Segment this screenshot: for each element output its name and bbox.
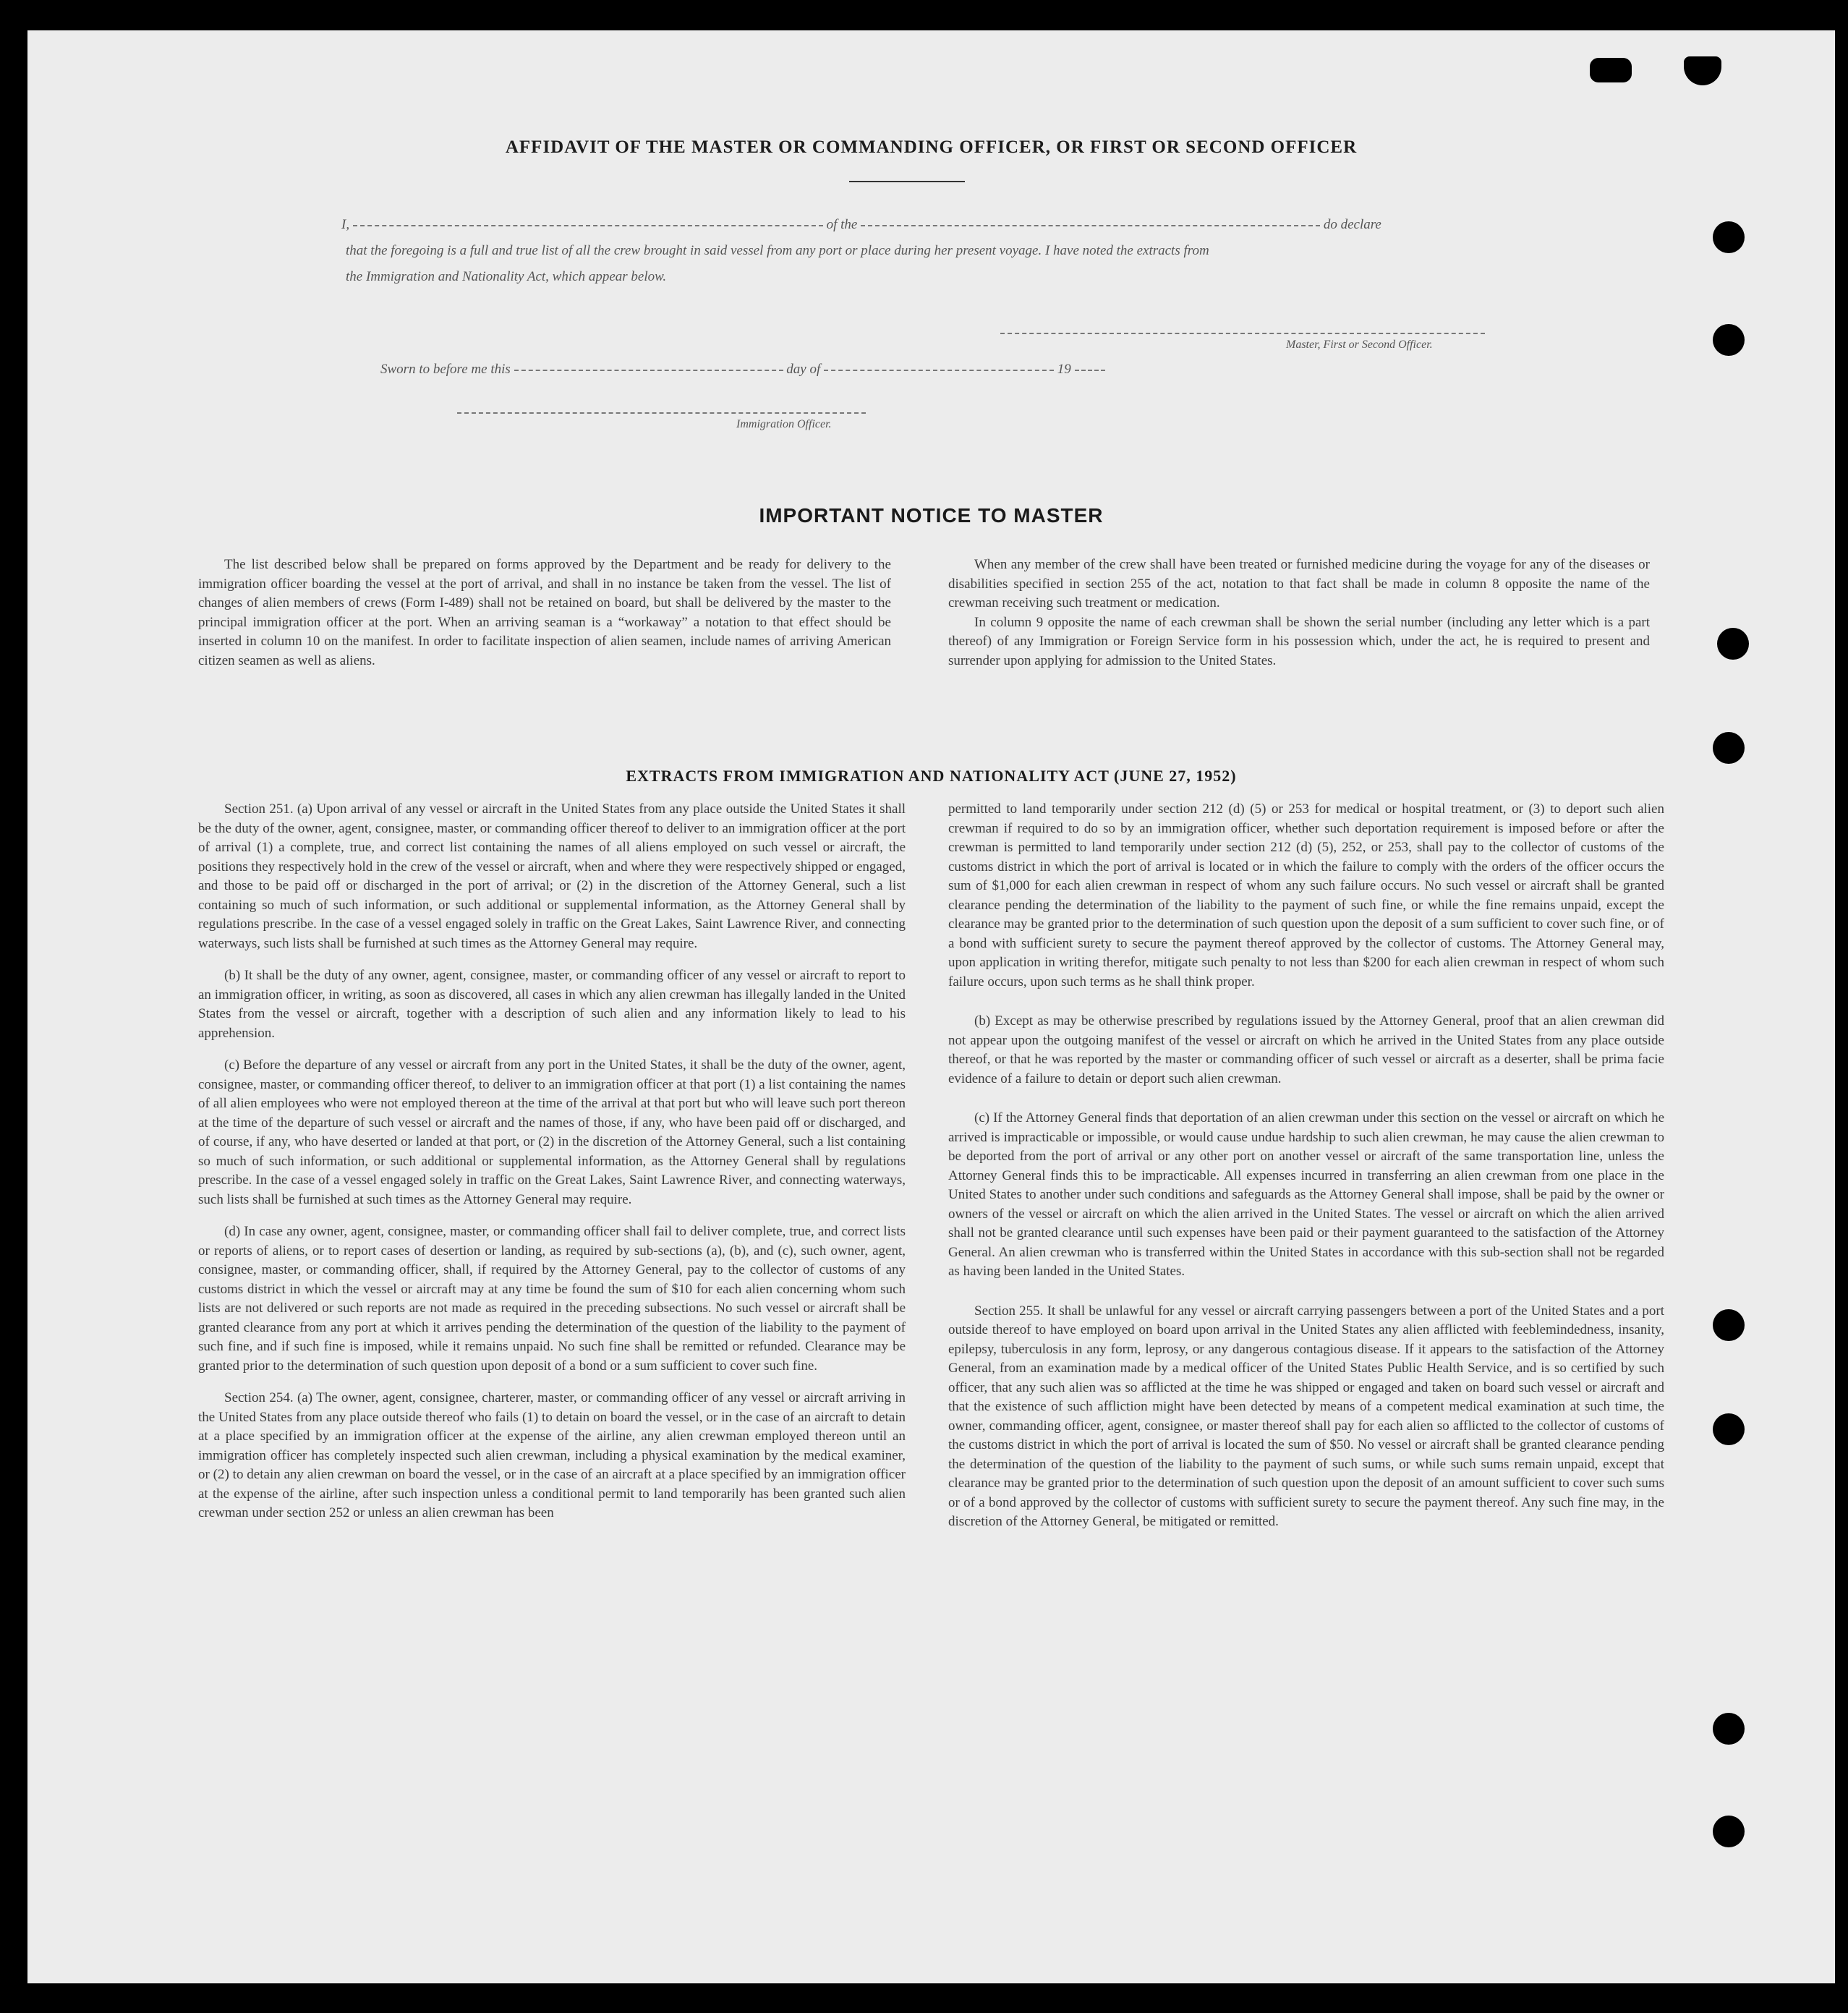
year-text: 19 — [1057, 362, 1071, 377]
sworn-text: Sworn to before me this — [380, 362, 511, 377]
notice-right-column — [948, 556, 1650, 671]
extracts-right-column — [948, 800, 1664, 1532]
document-page — [27, 30, 1835, 1983]
sworn-line — [380, 362, 1105, 378]
section-251d: (d) In case any owner, agent, consignee, master, or commanding officer shall fail to deliver complete, true, and correct lists or reports of aliens, or to report cases of desertion or landing, as required by sub-sections (a), (b), and (c), such owner, agent, consignee, master, or commanding officer, shall, if required by the Attorney General, pay to the collector of customs of any customs district in which the vessel or aircraft may at any time be found the sum of $10 for each alien concerning whom such lists are not delivered or such reports are not made as required in the preceding subsections. No such vessel or aircraft shall be granted clearance from any port at which it arrives pending the determination of the question of the liability to the payment of such fine, and if such fine is imposed, while it remains unpaid. No such fine shall be remitted or refunded. Clearance may be granted prior to the determination of such question upon deposit of a bond or a sum sufficient to cover such fine. — [198, 1224, 906, 1374]
day-of-text: day of — [786, 362, 821, 377]
punch-hole — [1713, 1713, 1745, 1745]
notice-right-paragraph-1: When any member of the crew shall have been treated or furnished medicine during the voyage for any of the diseases or disabilities specified in section 255 of the act, notation to that fact shall be made in column 8 opposite the name of the crewman receiving such treatment or medication. — [948, 557, 1650, 610]
immigration-officer-label: Immigration Officer. — [736, 418, 832, 430]
punch-hole — [1713, 324, 1745, 356]
extracts-left-column — [198, 800, 906, 1523]
affidavit-line-3: the Immigration and Nationality Act, which appear below. — [346, 269, 667, 284]
punch-hole — [1713, 221, 1745, 253]
affidavit-line-1 — [341, 217, 1381, 233]
sworn-date-field[interactable] — [514, 369, 783, 371]
punch-hole — [1713, 732, 1745, 764]
title-rule — [849, 181, 965, 182]
notice-right-paragraph-2: In column 9 opposite the name of each crewman shall be shown the serial number (including any letter which is a part thereof) of any Immigration or Foreign Service form in his possession which, under the act, he is required to present and surrender upon applying for admission to the United States. — [948, 614, 1650, 668]
vessel-field[interactable] — [861, 224, 1320, 226]
section-254a: Section 254. (a) The owner, agent, consignee, charterer, master, or commanding officer of any vessel or aircraft arriving in the United States from any place outside thereof who fails (1) to detain on board the vessel, or in the case of an aircraft to detain at a place specified by an immigration officer at the expense of the airline, any alien crewman employed thereon until an immigration officer has completely inspected such alien crewman, including a physical examination by the medical examiner, or (2) to detain any alien crewman on board the vessel, or in the case of an aircraft at a place specified by an immigration officer at the expense of the airline, after such inspection unless a conditional permit to land temporarily has been granted such alien crewman under section 252 or unless an alien crewman has been — [198, 1390, 906, 1520]
affidavit-declare: do declare — [1323, 217, 1381, 232]
section-251c: (c) Before the departure of any vessel or aircraft from any port in the United States, it shall be the duty of the owner, agent, consignee, master, or commanding officer thereof, to deliver to an immigration officer at that port (1) a list containing the names of all alien employees who were not employed thereon at the time of the arrival at that port but who will leave such port thereon at the time of the departure of such vessel or aircraft and the names of those, if any, who have been paid off or discharged, and of course, if any, who have deserted or landed at that port, or (2) in the discretion of the Attorney General, such a list containing so much of such information, or such additional or supplemental information, as the Attorney General shall by regulations prescribe. In the case of a vessel engaged solely in traffic on the Great Lakes, Saint Lawrence River, and connecting waterways, such lists shall be furnished at such times as the Attorney General may require. — [198, 1057, 906, 1207]
affidavit-i: I, — [341, 217, 350, 232]
master-signature-label: Master, First or Second Officer. — [1286, 339, 1433, 351]
scan-blot — [1684, 56, 1721, 85]
section-254b: (b) Except as may be otherwise prescribed by regulations issued by the Attorney General, proof that an alien crewman did not appear upon the outgoing manifest of the vessel or aircraft on which he arrived in the United States from any place outside thereof, or that he was reported by the master or commanding officer of such vessel or aircraft as a deserter, shall be prima facie evidence of a failure to detain or deport such alien crewman. — [948, 1013, 1664, 1086]
punch-hole — [1713, 1413, 1745, 1445]
notice-left-paragraph: The list described below shall be prepared on forms approved by the Department and be ready for delivery to the immigration officer boarding the vessel at the port of arrival, and shall in no instance be taken from the vessel. The list of changes of alien members of crews (Form I-489) shall not be retained on board, but shall be delivered by the master to the principal immigration officer at the port. When an arriving seaman is a “workaway” a notation to that effect should be inserted in column 10 on the manifest. In order to facilitate inspection of alien seamen, include names of arriving American citizen seamen as well as aliens. — [198, 557, 891, 668]
extracts-title: EXTRACTS FROM IMMIGRATION AND NATIONALITY ACT (JUNE 27, 1952) — [626, 767, 1237, 785]
notice-left-column — [198, 556, 891, 671]
punch-hole — [1713, 1309, 1745, 1341]
affidavit-of-the: of the — [826, 217, 858, 232]
punch-hole — [1713, 1816, 1745, 1847]
affidavit-line-2: that the foregoing is a full and true list of all the crew brought in said vessel from any port or place during her present voyage. I have noted the extracts from — [346, 243, 1209, 258]
sworn-month-field[interactable] — [824, 369, 1054, 371]
section-254a-continued: permitted to land temporarily under section 212 (d) (5) or 253 for medical or hospital treatment, or (3) to deport such alien crewman if required to do so by an immigration officer, whether such deportation requirement is imposed before or after the crewman is permitted to land temporarily under section 212 (d) (5), 252, or 253, shall pay to the collector of customs of the customs district in which the port of arrival is located or in which the failure to comply with the orders of the officer occurs the sum of $1,000 for each alien crewman in respect of whom any such failure occurs. No such vessel or aircraft shall be granted clearance pending the determination of the liability to the payment of such fine, or while the fine remains unpaid, except the clearance may be granted prior to the determination of such question upon the deposit of a sum sufficient to cover such fine, or of a bond with sufficient surety to secure the payment thereof approved by the collector of customs. The Attorney General may, upon application in writing therefor, mitigate such penalty to not less than $200 for each alien crewman in respect of whom such failure occurs, upon such terms as he shall think proper. — [948, 801, 1664, 990]
scan-blot — [1590, 58, 1632, 82]
notice-title: IMPORTANT NOTICE TO MASTER — [759, 504, 1104, 527]
section-254c: (c) If the Attorney General finds that deportation of an alien crewman under this section on the vessel or aircraft on which he arrived is impracticable or impossible, or would cause undue hardship to such alien crewman, he may cause the alien crewman to be deported from the port of arrival or any other port on another vessel or aircraft of the same transportation line, unless the Attorney General finds this to be impracticable. All expenses incurred in transferring an alien crewman from one place in the United States to another under such conditions and safeguards as the Attorney General shall impose, shall be paid by the owner or owners of the vessel or aircraft on which the alien arrived in the United States. The vessel or aircraft on which the alien arrived shall not be granted clearance until such expenses have been paid or their payment guaranteed to the satisfaction of the Attorney General. An alien crewman who is transferred within the United States in accordance with this sub-section shall not be regarded as having been landed in the United States. — [948, 1110, 1664, 1279]
sworn-year-field[interactable] — [1075, 369, 1105, 371]
punch-hole — [1717, 628, 1749, 660]
section-255: Section 255. It shall be unlawful for any vessel or aircraft carrying passengers between a port of the United States and a port outside thereof to have employed on board upon arrival in the United States any alien afflicted with feeblemindedness, insanity, epilepsy, tuberculosis in any form, leprosy, or any dangerous contagious disease. If it appears to the satisfaction of the Attorney General, from an examination made by a medical officer of the United States Public Health Service, and is so certified by such officer, that any such alien was so afflicted at the time he was shipped or engaged and taken on board such vessel or aircraft and that the existence of such affliction might have been detected by means of a competent medical examination at such time, the owner, commanding officer, agent, consignee, or master thereof shall pay for each alien so afflicted to the collector of customs of the customs district in which the port of arrival is located the sum of $50. No vessel or aircraft shall be granted clearance pending the determination of the question of the liability to the payment of such sums, or while such sums remain unpaid, except that clearance may be granted prior to the determination of such question upon the deposit of an amount sufficient to cover such sums or of a bond approved by the collector of customs with sufficient surety to secure the payment thereof. Any such fine may, in the discretion of the Attorney General, be mitigated or remitted. — [948, 1303, 1664, 1529]
master-signature-line[interactable] — [1000, 333, 1485, 334]
section-251a: Section 251. (a) Upon arrival of any vessel or aircraft in the United States from any place outside the United States it shall be the duty of the owner, agent, consignee, master, or commanding officer thereof to deliver to an immigration officer at the port of arrival (1) a complete, true, and correct list containing the names of all aliens employed on such vessel or aircraft, the positions they respectively hold in the crew of the vessel or aircraft, when and where they were respectively shipped or engaged, and those to be paid off or discharged in the port of arrival; or (2) in the discretion of the Attorney General, such a list containing so much of such information, or such additional or supplemental information, as the Attorney General shall by regulations prescribe. In the case of a vessel engaged solely in traffic on the Great Lakes, Saint Lawrence River, and connecting waterways, such lists shall be furnished at such times as the Attorney General may require. — [198, 801, 906, 951]
section-251b: (b) It shall be the duty of any owner, agent, consignee, master, or commanding officer of any vessel or aircraft to report to an immigration officer, in writing, as soon as discovered, all cases in which any alien crewman has illegally landed in the United States from the vessel or aircraft, together with a description of such alien and any information likely to lead to his apprehension. — [198, 968, 906, 1041]
affidavit-title: AFFIDAVIT OF THE MASTER OR COMMANDING OFFICER, OR FIRST OR SECOND OFFICER — [505, 137, 1358, 157]
name-field[interactable] — [353, 224, 823, 226]
immigration-officer-signature-line[interactable] — [457, 412, 866, 414]
